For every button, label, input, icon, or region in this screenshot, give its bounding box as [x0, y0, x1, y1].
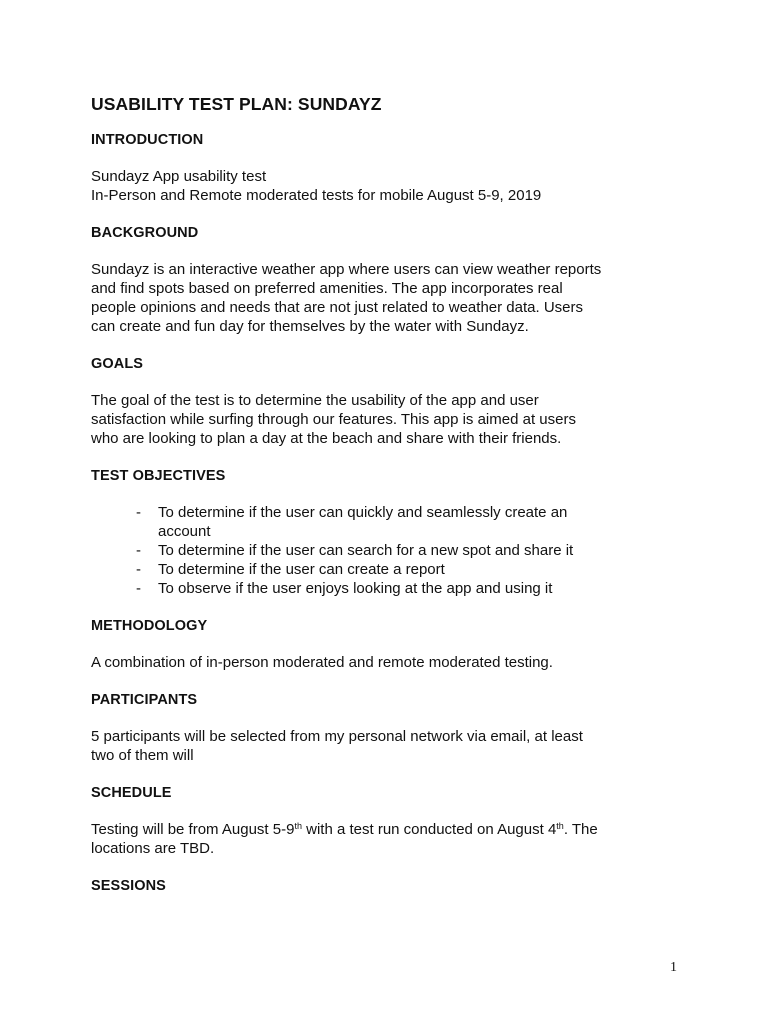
goals-line: satisfaction while surfing through our features. This app is aimed at users	[91, 411, 576, 428]
list-item-text: To determine if the user can search for a new spot and share it	[158, 542, 574, 559]
schedule-paragraph	[91, 820, 691, 858]
introduction-heading: INTRODUCTION	[91, 132, 204, 148]
list-item	[136, 541, 691, 560]
list-item-text: To observe if the user enjoys looking at the app and using it	[158, 580, 553, 597]
ordinal-suffix: th	[294, 821, 302, 831]
bullet-dash: -	[136, 542, 141, 559]
bullet-dash: -	[136, 580, 141, 597]
list-item	[136, 503, 691, 541]
ordinal-suffix: th	[556, 821, 564, 831]
schedule-text: . The	[563, 821, 598, 838]
document-title: USABILITY TEST PLAN: SUNDAYZ	[91, 94, 382, 114]
methodology-line: A combination of in-person moderated and remote moderated testing.	[91, 654, 553, 671]
schedule-heading: SCHEDULE	[91, 785, 172, 801]
bullet-dash: -	[136, 504, 141, 521]
goals-line: who are looking to plan a day at the beach and share with their friends.	[91, 430, 562, 447]
page-number: 1	[670, 960, 677, 975]
methodology-heading: METHODOLOGY	[91, 618, 208, 634]
goals-paragraph	[91, 391, 691, 448]
goals-heading: GOALS	[91, 356, 144, 372]
test-objectives-list	[91, 503, 691, 598]
goals-line: The goal of the test is to determine the usability of the app and user	[91, 392, 539, 409]
sessions-heading: SESSIONS	[91, 878, 166, 894]
schedule-line	[91, 820, 691, 839]
background-line: Sundayz is an interactive weather app where users can view weather reports	[91, 261, 602, 278]
list-item-text-continued: account	[158, 523, 211, 540]
background-heading: BACKGROUND	[91, 225, 199, 241]
list-item-text: To determine if the user can create a report	[158, 561, 445, 578]
introduction-line: Sundayz App usability test	[91, 168, 267, 185]
list-item-text: To determine if the user can quickly and seamlessly create an	[158, 504, 568, 521]
bullet-dash: -	[136, 561, 141, 578]
background-paragraph	[91, 260, 691, 336]
list-item	[136, 560, 691, 579]
participants-heading: PARTICIPANTS	[91, 692, 198, 708]
schedule-text: Testing will be from August 5-9	[91, 821, 295, 838]
background-line: people opinions and needs that are not just related to weather data. Users	[91, 299, 583, 316]
participants-paragraph	[91, 727, 691, 765]
introduction-line: In-Person and Remote moderated tests for mobile August 5-9, 2019	[91, 187, 542, 204]
schedule-text: with a test run conducted on August 4	[301, 821, 557, 838]
participants-line: two of them will	[91, 747, 194, 764]
document-page	[91, 92, 691, 896]
list-item	[136, 579, 691, 598]
test-objectives-heading: TEST OBJECTIVES	[91, 468, 226, 484]
methodology-paragraph	[91, 653, 691, 672]
introduction-paragraph	[91, 167, 691, 205]
background-line: can create and fun day for themselves by the water with Sundayz.	[91, 318, 529, 335]
schedule-line: locations are TBD.	[91, 840, 215, 857]
participants-line: 5 participants will be selected from my personal network via email, at least	[91, 728, 583, 745]
background-line: and find spots based on preferred amenities. The app incorporates real	[91, 280, 563, 297]
